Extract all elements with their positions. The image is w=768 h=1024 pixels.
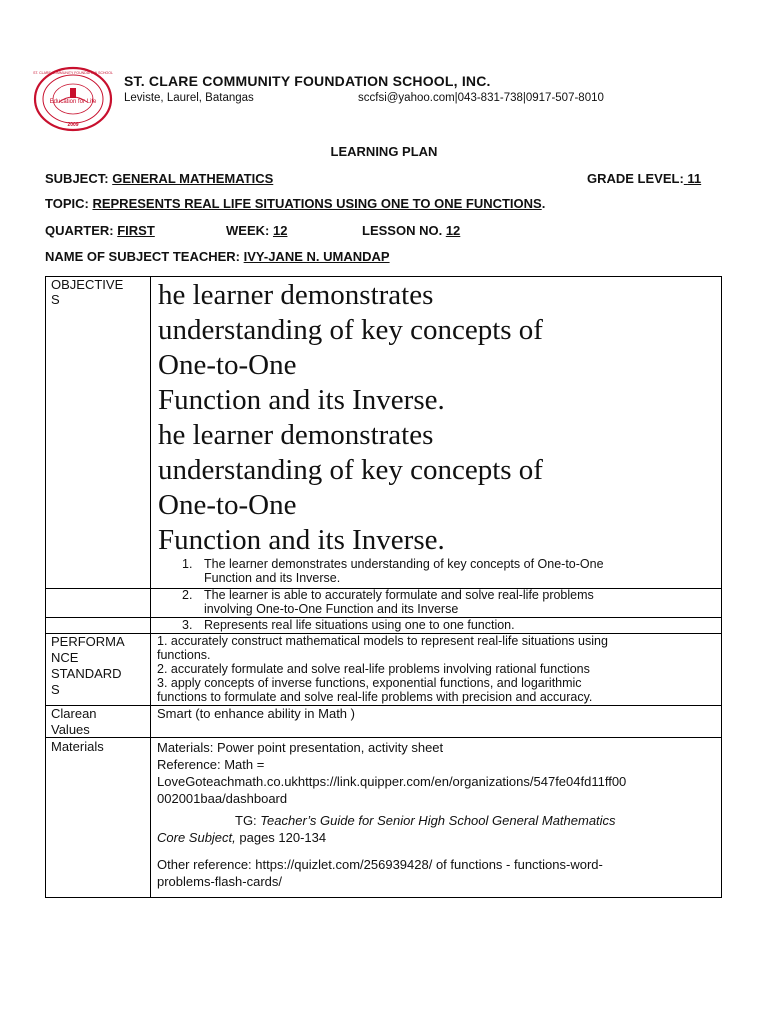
lesson-value: 12 [445,223,461,238]
teacher-line [45,249,390,264]
week-line [226,223,287,238]
school-name: ST. CLARE COMMUNITY FOUNDATION SCHOOL, INC. [124,73,491,89]
materials-text: Materials: Power point presentation, activity sheet Reference: Math = LoveGoteachmath.co.ukhttps://link.quipper.com/en/organizations/547fe04fd11ff00 002001baa/dashboard [157,740,627,806]
performance-standards-text: 1. accurately construct mathematical models to represent real-life situations using functions. 2. accurately formulate and solve real-life problems involving rational functions 3. apply concepts of inverse functions, exponential functions, and logarithmic functions to formulate and solve real-life problems with precision and accuracy. [157,634,608,704]
quarter-value: FIRST [117,223,155,238]
svg-text:Education for Life: Education for Life [49,99,97,105]
objectives-label: OBJECTIVE S [51,277,124,307]
topic-period: . [541,196,546,211]
grade-level-label: GRADE LEVEL: [587,171,684,186]
teacher-label: NAME OF SUBJECT TEACHER: [45,249,241,264]
subject-line [45,171,273,186]
objective-item-1: 1. The learner demonstrates understanding of key concepts of One-to-One Function and its Inverse. [182,557,604,585]
materials-label: Materials [51,739,104,754]
topic-label: TOPIC: [45,196,89,211]
svg-text:ST. CLARE COMMUNITY FOUNDATION: ST. CLARE COMMUNITY FOUNDATION SCHOOL [33,71,113,75]
subject-label: SUBJECT: [45,171,109,186]
lesson-line [362,223,460,238]
teacher-value: IVY-JANE N. UMANDAP [243,249,390,264]
topic-value: REPRESENTS REAL LIFE SITUATIONS USING ONE TO ONE FUNCTIONS [92,196,542,211]
school-seal-logo [33,66,113,132]
grade-level-line [587,171,701,186]
quarter-label: QUARTER: [45,223,114,238]
objectives-large-text: he learner demonstrates understanding of key concepts of One-to-One Function and its Inverse. he learner demonstrates understanding of key concepts of One-to-One Function and its Inverse. [158,279,543,556]
objective-item-2: 2. The learner is able to accurately formulate and solve real-life problems involving One-to-One Function and its Inverse [182,588,594,616]
school-address: Leviste, Laurel, Batangas [124,92,254,104]
page-title: LEARNING PLAN [330,144,438,159]
week-label: WEEK: [226,223,270,238]
objective-item-3: 3. Represents real life situations using one to one function. [182,618,515,632]
lesson-label: LESSON NO. [362,223,443,238]
other-reference: Other reference: https://quizlet.com/256939428/ of functions - functions-word- problems-flash-cards/ [157,857,603,889]
topic-line [45,196,545,211]
school-contact: sccfsi@yahoo.com|043-831-738|0917-507-8010 [358,92,604,104]
grade-level-value: 11 [687,171,702,186]
teachers-guide-reference: TG: Teacher’s Guide for Senior High School General Mathematics Core Subject, pages 120-134 [157,813,616,845]
clarean-values-text: Smart (to enhance ability in Math ) [157,706,355,721]
svg-text:2009: 2009 [67,122,79,128]
subject-value: GENERAL MATHEMATICS [112,171,274,186]
performance-standards-label: PERFORMA NCE STANDARD S [51,634,125,697]
clarean-values-label: Clarean Values [51,706,97,737]
quarter-line [45,223,155,238]
week-value: 12 [272,223,288,238]
